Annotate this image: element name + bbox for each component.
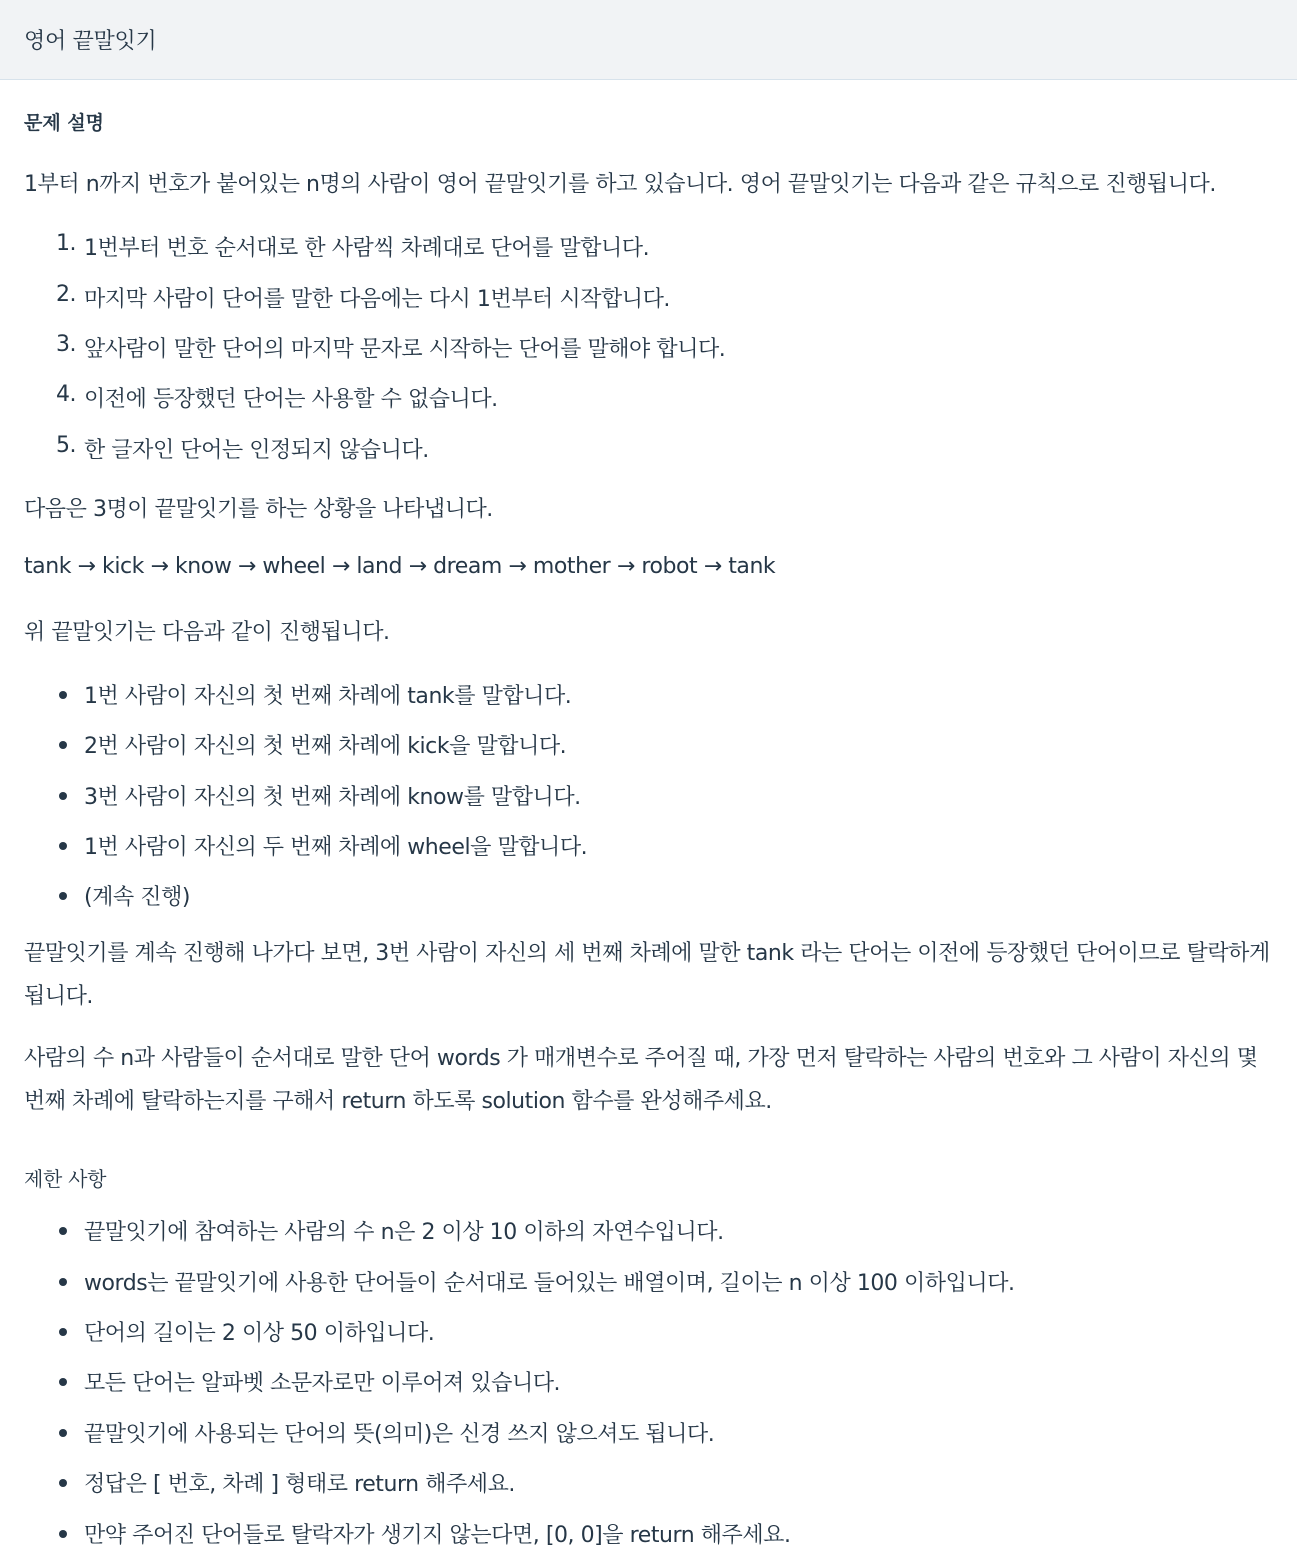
bullet-icon	[59, 1227, 67, 1235]
progress-item-text: 1번 사람이 자신의 첫 번째 차례에 tank를 말합니다.	[84, 684, 572, 709]
constraint-item-text: 끝말잇기에 참여하는 사람의 수 n은 2 이상 10 이하의 자연수입니다.	[84, 1220, 724, 1245]
rule-number: 3.	[56, 332, 77, 357]
intro-text: 1부터 n까지 번호가 붙어있는 n명의 사람이 영어 끝말잇기를 하고 있습니다. 영어 끝말잇기는 다음과 같은 규칙으로 진행됩니다.	[24, 172, 1216, 197]
bullet-icon	[59, 1429, 67, 1437]
example-chain: tank → kick → know → wheel → land → dream → mother → robot → tank	[24, 554, 776, 579]
rule-text: 한 글자인 단어는 인정되지 않습니다.	[84, 438, 429, 463]
section-title: 문제 설명	[24, 112, 105, 134]
progress-item-text: (계속 진행)	[84, 885, 191, 910]
bullet-icon	[59, 1328, 67, 1336]
progress-item-text: 2번 사람이 자신의 첫 번째 차례에 kick을 말합니다.	[84, 734, 567, 759]
bullet-icon	[59, 892, 67, 900]
bullet-icon	[59, 1278, 67, 1286]
rule-number: 5.	[56, 433, 77, 458]
rule-text: 마지막 사람이 단어를 말한 다음에는 다시 1번부터 시작합니다.	[84, 287, 670, 312]
rule-number: 2.	[56, 282, 77, 307]
bullet-icon	[59, 1479, 67, 1487]
rule-text: 1번부터 번호 순서대로 한 사람씩 차례대로 단어를 말합니다.	[84, 236, 650, 261]
constraint-item-text: 모든 단어는 알파벳 소문자로만 이루어져 있습니다.	[84, 1371, 561, 1396]
rule-text: 앞사람이 말한 단어의 마지막 문자로 시작하는 단어를 말해야 합니다.	[84, 337, 726, 362]
constraint-item-text: words는 끝말잇기에 사용한 단어들이 순서대로 들어있는 배열이며, 길이는 n 이상 100 이하입니다.	[84, 1271, 1015, 1296]
elimination-text: 끝말잇기를 계속 진행해 나가다 보면, 3번 사람이 자신의 세 번째 차례에 말한 tank 라는 단어는 이전에 등장했던 단어이므로 탈락하게 됩니다.	[24, 941, 1270, 1009]
progress-item-text: 3번 사람이 자신의 첫 번째 차례에 know를 말합니다.	[84, 785, 581, 810]
bullet-icon	[59, 1378, 67, 1386]
rule-number: 1.	[56, 231, 77, 256]
progress-intro: 위 끝말잇기는 다음과 같이 진행됩니다.	[24, 620, 390, 645]
bullet-icon	[59, 842, 67, 850]
task-text: 사람의 수 n과 사람들이 순서대로 말한 단어 words 가 매개변수로 주어질 때, 가장 먼저 탈락하는 사람의 번호와 그 사람이 자신의 몇 번째 차례에 탈락하는지를 구해서 return 하도록 solution 함수를 완성해주세요.	[24, 1046, 1258, 1114]
constraint-item-text: 끝말잇기에 사용되는 단어의 뜻(의미)은 신경 쓰지 않으셔도 됩니다.	[84, 1422, 715, 1447]
bullet-icon	[59, 741, 67, 749]
constraint-item-text: 정답은 [ 번호, 차례 ] 형태로 return 해주세요.	[84, 1472, 515, 1497]
problem-title: 영어 끝말잇기	[24, 29, 157, 54]
constraints-title: 제한 사항	[24, 1167, 107, 1191]
rule-text: 이전에 등장했던 단어는 사용할 수 없습니다.	[84, 387, 498, 412]
rule-number: 4.	[56, 382, 77, 407]
constraint-item-text: 만약 주어진 단어들로 탈락자가 생기지 않는다면, [0, 0]을 return 해주세요.	[84, 1523, 791, 1548]
bullet-icon	[59, 1530, 67, 1538]
problem-header	[0, 0, 1297, 80]
bullet-icon	[59, 691, 67, 699]
constraint-item-text: 단어의 길이는 2 이상 50 이하입니다.	[84, 1321, 435, 1346]
progress-item-text: 1번 사람이 자신의 두 번째 차례에 wheel을 말합니다.	[84, 835, 588, 860]
example-intro: 다음은 3명이 끝말잇기를 하는 상황을 나타냅니다.	[24, 497, 493, 522]
bullet-icon	[59, 792, 67, 800]
